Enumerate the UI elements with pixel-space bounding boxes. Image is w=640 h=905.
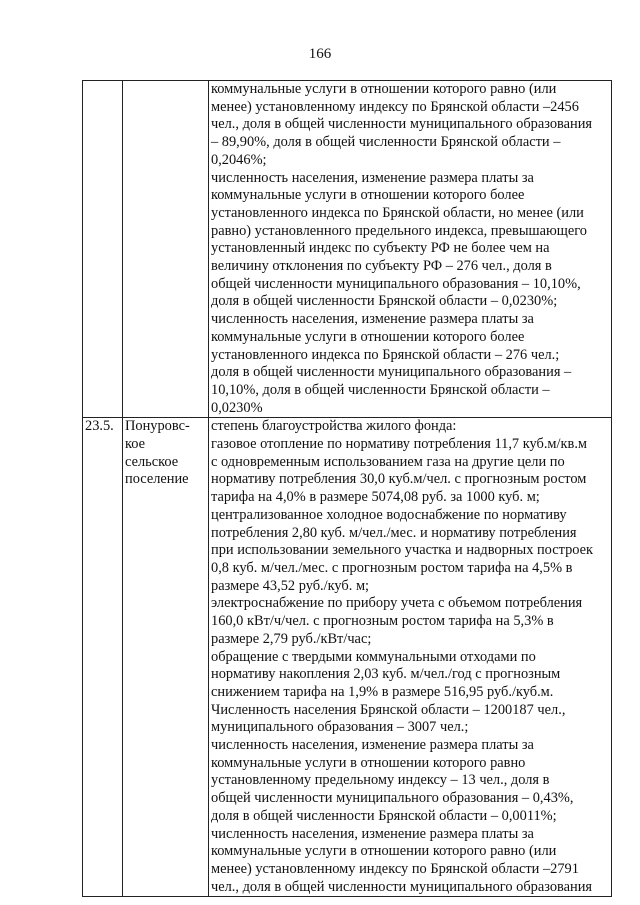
description-line: 0,2046%; bbox=[211, 151, 267, 168]
description-line: 0,8 куб. м/чел./мес. с прогнозным ростом тарифа на 4,5% в bbox=[211, 559, 573, 576]
row-number-cell bbox=[83, 81, 123, 418]
municipality-name-cell bbox=[123, 81, 209, 418]
table-row bbox=[83, 81, 612, 418]
description-line: – 89,90%, доля в общей численности Брянской области – bbox=[211, 134, 561, 151]
description-line: численность населения, изменение размера платы за bbox=[211, 825, 534, 842]
description-line: общей численности муниципального образования – 0,43%, bbox=[211, 790, 574, 807]
description-line: обращение с твердыми коммунальными отходами по bbox=[211, 648, 536, 665]
description-line: коммунальные услуги в отношении которого равно (или bbox=[211, 81, 557, 97]
municipality-name-line: поселение bbox=[125, 471, 189, 488]
description-line: равно) установленного предельного индекса, превышающего bbox=[211, 222, 587, 239]
document-table bbox=[82, 80, 612, 897]
description-line: чел., доля в общей численности муниципального образования bbox=[211, 878, 593, 895]
description-line: централизованное холодное водоснабжение по нормативу bbox=[211, 506, 567, 523]
description-line: 10,10%, доля в общей численности Брянской области – bbox=[211, 381, 550, 398]
description-line: установленному предельному индексу – 13 чел., доля в bbox=[211, 772, 550, 789]
description-cell bbox=[209, 81, 612, 418]
description-line: коммунальные услуги в отношении которого равно bbox=[211, 754, 526, 771]
description-line: с одновременным использованием газа на другие цели по bbox=[211, 453, 565, 470]
description-line: доля в общей численности муниципального образования – bbox=[211, 364, 572, 381]
description-line: потребления 2,80 куб. м/чел./мес. и нормативу потребления bbox=[211, 524, 577, 541]
table-row bbox=[83, 418, 612, 897]
description-line: размере 43,52 руб./куб. м; bbox=[211, 577, 370, 594]
description-line: менее) установленному индексу по Брянской области –2456 bbox=[211, 98, 579, 115]
description-line: муниципального образования – 3007 чел.; bbox=[211, 719, 469, 736]
description-line: 160,0 кВт/ч/чел. с прогнозным ростом тарифа на 5,3% в bbox=[211, 613, 554, 630]
description-line: коммунальные услуги в отношении которого более bbox=[211, 328, 525, 345]
description-line: коммунальные услуги в отношении которого равно (или bbox=[211, 843, 557, 860]
row-number: 23.5. bbox=[85, 418, 114, 435]
description-line: доля в общей численности Брянской области – 0,0230%; bbox=[211, 293, 558, 310]
row-number-cell bbox=[83, 418, 123, 897]
description-line: 0,0230% bbox=[211, 399, 263, 416]
municipality-name-line: сельское bbox=[125, 453, 179, 470]
description-line: Численность населения Брянской области – 1200187 чел., bbox=[211, 701, 566, 718]
description-line: численность населения, изменение размера платы за bbox=[211, 737, 534, 754]
description-line: доля в общей численности Брянской области – 0,0011%; bbox=[211, 807, 557, 824]
description-line: электроснабжение по прибору учета с объемом потребления bbox=[211, 595, 583, 612]
description-line: размере 2,79 руб./кВт/час; bbox=[211, 630, 372, 647]
description-line: установленного индекса по Брянской области, но менее (или bbox=[211, 204, 584, 221]
table-body bbox=[83, 81, 612, 897]
description-line: чел., доля в общей численности муниципального образования bbox=[211, 116, 593, 133]
municipality-name-cell bbox=[123, 418, 209, 897]
description-line: общей численности муниципального образования – 10,10%, bbox=[211, 275, 581, 292]
description-line: нормативу накопления 2,03 куб. м/чел./год с прогнозным bbox=[211, 666, 561, 683]
description-line: менее) установленному индексу по Брянской области –2791 bbox=[211, 860, 579, 877]
description-line: газовое отопление по нормативу потребления 11,7 куб.м/кв.м bbox=[211, 436, 588, 453]
description-line: степень благоустройства жилого фонда: bbox=[211, 418, 457, 435]
description-line: при использовании земельного участка и надворных построек bbox=[211, 542, 594, 559]
description-cell bbox=[209, 418, 612, 897]
description-line: численность населения, изменение размера платы за bbox=[211, 169, 534, 186]
description-line: численность населения, изменение размера платы за bbox=[211, 311, 534, 328]
page-number: 166 bbox=[308, 46, 332, 62]
description-line: нормативу потребления 30,0 куб.м/чел. с прогнозным ростом bbox=[211, 471, 587, 488]
description-line: коммунальные услуги в отношении которого более bbox=[211, 187, 525, 204]
description-line: установленного индекса по Брянской области – 276 чел.; bbox=[211, 346, 560, 363]
municipality-name-line: кое bbox=[125, 436, 146, 453]
description-line: снижением тарифа на 1,9% в размере 516,95 руб./куб.м. bbox=[211, 683, 554, 700]
description-line: величину отклонения по субъекту РФ – 276 чел., доля в bbox=[211, 258, 552, 275]
description-line: установленный индекс по субъекту РФ не более чем на bbox=[211, 240, 550, 257]
municipality-name-line: Понуровс- bbox=[125, 418, 190, 435]
description-line: тарифа на 4,0% в размере 5074,08 руб. за 1000 куб. м; bbox=[211, 489, 540, 506]
